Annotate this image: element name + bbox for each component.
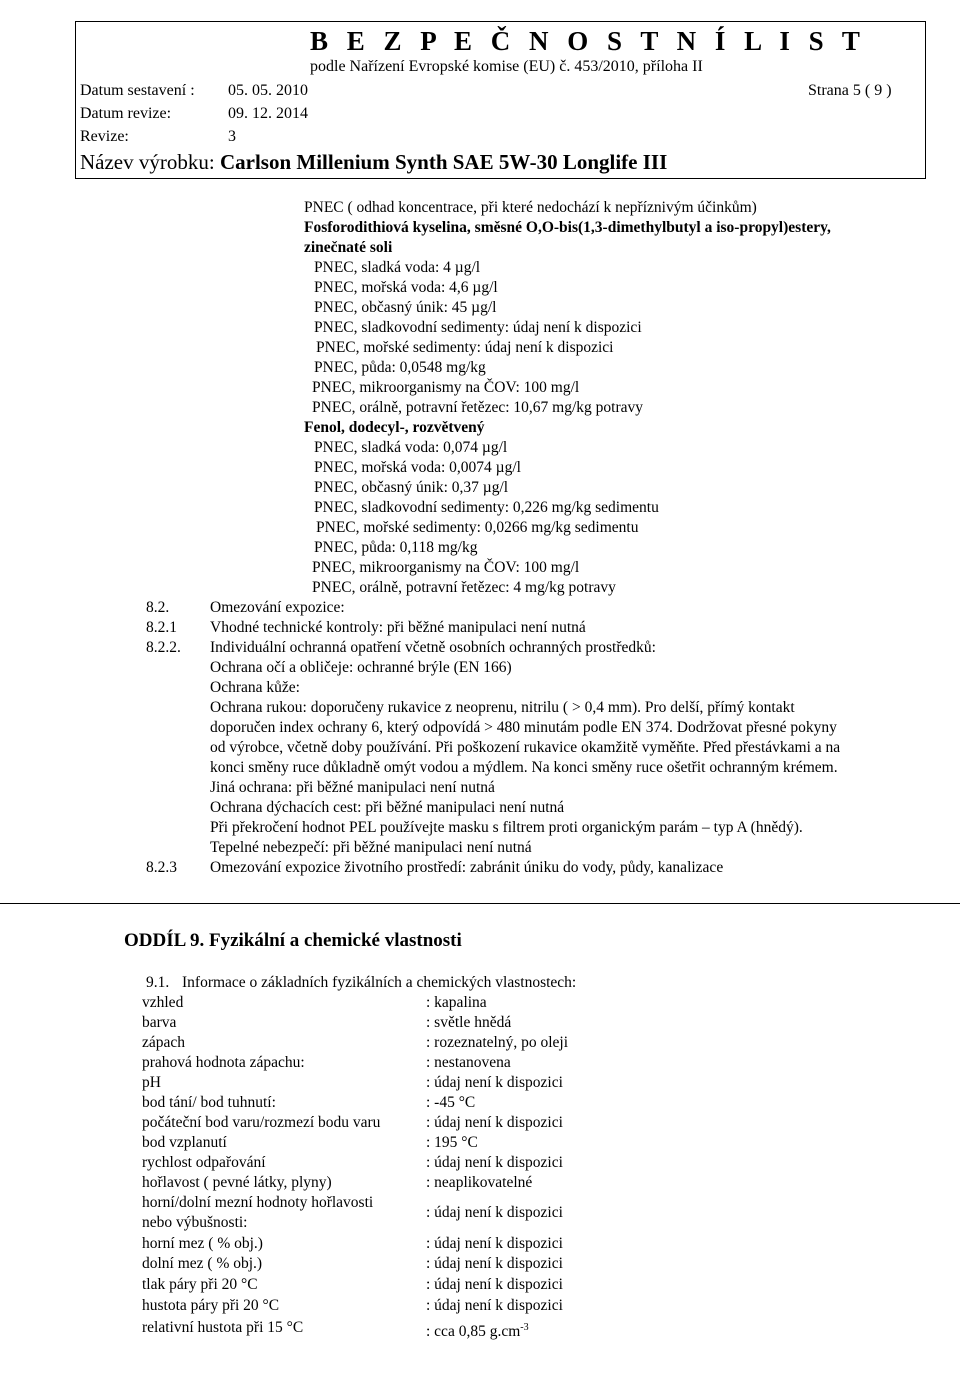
section-heading: Informace o základních fyzikálních a chemických vlastnostech: <box>182 974 577 991</box>
property-name: horní/dolní mezní hodnoty hořlavosti <box>142 1194 374 1211</box>
property-value-density <box>426 1318 529 1342</box>
property-name: hořlavost ( pevné látky, plyny) <box>142 1174 332 1191</box>
section-number: 9.1. <box>146 974 170 991</box>
protection-line: Ochrana dýchacích cest: při běžné manipulaci není nutná <box>210 799 565 816</box>
section-number: 8.2.1 <box>146 619 177 636</box>
section-number: 8.2. <box>146 599 170 616</box>
property-value: : údaj není k dispozici <box>426 1204 563 1221</box>
property-name: bod vzplanutí <box>142 1134 227 1151</box>
property-name: nebo výbušnosti: <box>142 1214 248 1231</box>
protection-line: Ochrana kůže: <box>210 679 300 696</box>
property-name: relativní hustota při 15 °C <box>142 1319 304 1336</box>
date-compiled-label: Datum sestavení : <box>80 82 195 99</box>
property-name: pH <box>142 1074 161 1091</box>
page-number: Strana 5 ( 9 ) <box>808 82 892 99</box>
property-name: vzhled <box>142 994 184 1011</box>
property-name: dolní mez ( % obj.) <box>142 1255 263 1272</box>
section-text: Omezování expozice životního prostředí: zabránit úniku do vody, půdy, kanalizace <box>210 859 724 876</box>
property-name: prahová hodnota zápachu: <box>142 1054 305 1071</box>
section-divider <box>0 903 960 904</box>
pnec-item: PNEC, mikroorganismy na ČOV: 100 mg/l <box>312 379 580 396</box>
property-name: zápach <box>142 1034 186 1051</box>
property-value: : údaj není k dispozici <box>426 1074 563 1091</box>
property-value: : údaj není k dispozici <box>426 1276 563 1293</box>
section-text: Vhodné technické kontroly: při běžné manipulaci není nutná <box>210 619 586 636</box>
protection-line: Ochrana očí a obličeje: ochranné brýle (EN 166) <box>210 659 512 676</box>
product-label: Název výrobku: <box>80 150 215 174</box>
property-name: horní mez ( % obj.) <box>142 1235 263 1252</box>
document-title: B E Z P E Č N O S T N Í L I S T <box>310 26 866 56</box>
property-value: : nestanovena <box>426 1054 511 1071</box>
date-compiled: 05. 05. 2010 <box>228 82 308 99</box>
document-subtitle: podle Nařízení Evropské komise (EU) č. 453/2010, příloha II <box>310 58 703 75</box>
section9-title: ODDÍL 9. Fyzikální a chemické vlastnosti <box>124 930 462 951</box>
pnec-item: PNEC, orálně, potravní řetězec: 10,67 mg/kg potravy <box>312 399 644 416</box>
revision-label: Revize: <box>80 128 129 145</box>
section-heading: Omezování expozice: <box>210 599 345 616</box>
section-number: 8.2.3 <box>146 859 177 876</box>
pnec-item: PNEC, občasný únik: 0,37 µg/l <box>314 479 509 496</box>
substance1-name-line2: zinečnaté soli <box>304 239 393 256</box>
property-name: hustota páry při 20 °C <box>142 1297 280 1314</box>
date-revised-label: Datum revize: <box>80 105 172 122</box>
substance2-name: Fenol, dodecyl-, rozvětvený <box>304 419 485 436</box>
substance1-name-line1: Fosforodithiová kyselina, směsné O,O-bis(1,3-dimethylbutyl a iso-propyl)estery, <box>304 219 831 236</box>
pnec-item: PNEC, půda: 0,118 mg/kg <box>314 539 478 556</box>
property-name: tlak páry při 20 °C <box>142 1276 258 1293</box>
property-value: : údaj není k dispozici <box>426 1154 563 1171</box>
density-exponent: -3 <box>520 1322 529 1333</box>
pnec-item: PNEC, orálně, potravní řetězec: 4 mg/kg potravy <box>312 579 616 596</box>
date-revised: 09. 12. 2014 <box>228 105 308 122</box>
section-number: 8.2.2. <box>146 639 181 656</box>
pnec-item: PNEC, sladká voda: 4 µg/l <box>314 259 481 276</box>
property-value: : údaj není k dispozici <box>426 1235 563 1252</box>
pnec-item: PNEC, sladká voda: 0,074 µg/l <box>314 439 508 456</box>
property-value: : -45 °C <box>426 1094 476 1111</box>
protection-line: Tepelné nebezpečí: při běžné manipulaci není nutná <box>210 839 532 856</box>
protection-line: Při překročení hodnot PEL používejte masku s filtrem proti organickým parám – typ A (hnědý). <box>210 819 803 836</box>
product-name: Carlson Millenium Synth SAE 5W-30 Longlife III <box>219 150 668 174</box>
property-value: : neaplikovatelné <box>426 1174 533 1191</box>
density-value: : cca 0,85 g.cm <box>426 1323 521 1341</box>
property-name: počáteční bod varu/rozmezí bodu varu <box>142 1114 381 1131</box>
pnec-item: PNEC, mořská voda: 4,6 µg/l <box>314 279 498 296</box>
property-value: : kapalina <box>426 994 487 1011</box>
revision: 3 <box>228 128 236 145</box>
pnec-item: PNEC, mořská voda: 0,0074 µg/l <box>314 459 521 476</box>
property-name: barva <box>142 1014 177 1031</box>
property-name: bod tání/ bod tuhnutí: <box>142 1094 276 1111</box>
pnec-item: PNEC, sladkovodní sedimenty: údaj není k dispozici <box>314 319 642 336</box>
protection-line: od výrobce, včetně doby používání. Při poškození rukavice okamžitě vyměňte. Před přestávkami a na <box>210 739 841 756</box>
property-value: : 195 °C <box>426 1134 478 1151</box>
protection-line: konci směny ruce důkladně omýt vodou a mýdlem. Na konci směny ruce ošetřit ochranným krémem. <box>210 759 838 776</box>
pnec-item: PNEC, půda: 0,0548 mg/kg <box>314 359 486 376</box>
property-value: : údaj není k dispozici <box>426 1255 563 1272</box>
property-value: : údaj není k dispozici <box>426 1114 563 1131</box>
property-name: rychlost odpařování <box>142 1154 266 1171</box>
product-line <box>80 150 667 175</box>
pnec-item: PNEC, sladkovodní sedimenty: 0,226 mg/kg sedimentu <box>314 499 659 516</box>
pnec-item: PNEC, mořské sedimenty: údaj není k dispozici <box>316 339 614 356</box>
pnec-item: PNEC, mořské sedimenty: 0,0266 mg/kg sedimentu <box>316 519 639 536</box>
pnec-item: PNEC, občasný únik: 45 µg/l <box>314 299 497 316</box>
protection-line: Ochrana rukou: doporučeny rukavice z neoprenu, nitrilu ( > 0,4 mm). Pro delší, přímý kontakt <box>210 699 795 716</box>
pnec-item: PNEC, mikroorganismy na ČOV: 100 mg/l <box>312 559 580 576</box>
property-value: : údaj není k dispozici <box>426 1297 563 1314</box>
pnec-intro: PNEC ( odhad koncentrace, při které nedochází k nepříznivým účinkům) <box>304 199 757 216</box>
section-heading: Individuální ochranná opatření včetně osobních ochranných prostředků: <box>210 639 656 656</box>
property-value: : světle hnědá <box>426 1014 512 1031</box>
protection-line: doporučen index ochrany 6, který odpovídá > 480 minutám podle EN 374. Dodržovat přesné pokyny <box>210 719 837 736</box>
property-value: : rozeznatelný, po oleji <box>426 1034 569 1051</box>
protection-line: Jiná ochrana: při běžné manipulaci není nutná <box>210 779 495 796</box>
